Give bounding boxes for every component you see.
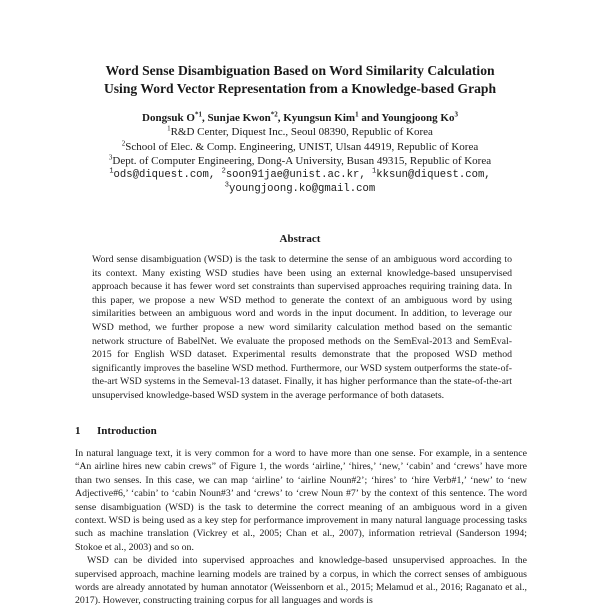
body-paragraph: In natural language text, it is very common for a word to have more than one sense. For example, in a sentence “An airline hires new cabin crews” of Figure 1, the words ‘airline,’ ‘hires,’ ‘new,’ ‘cabin’ and ‘crews’ have more than two senses. In this case, we can map ‘airline’ to ‘airline Noun#2’; ‘hires’ to ‘hire Verb#1,’ ‘new’ to ‘new Adjective#6,’ ‘cabin’ to ‘cabin Noun#3’ and ‘crews’ to ‘crew Noun #7’ by the context of this sentence. The word sense disambiguation (WSD) is the task to determine the correct meaning of an ambiguous word in a given context. WSD is being used as a key step for performance improvement in many natural language processing tasks such as machine translation (Vickrey et al., 2005; Chan et al., 2007), information retrieval (Sanderson 1994; Stokoe et al., 2003) and so on. [75,448,527,553]
affiliation-text: R&D Center, Diquest Inc., Seoul 08390, Republic of Korea [170,126,433,139]
affiliation-text: School of Elec. & Comp. Engineering, UNIST, Ulsan 44919, Republic of Korea [125,140,479,153]
author-name: Kyungsun Kim [283,112,356,124]
author-name: Sunjae Kwon [207,112,271,124]
title-line-2: Using Word Vector Representation from a Knowledge-based Graph [103,81,497,96]
section-title: Introduction [97,425,157,437]
email-address: youngjoong.ko@gmail.com [228,183,376,196]
affiliation-line [0,125,600,139]
section-number: 1 [75,425,81,437]
email-address: ods@diquest.com, [113,169,222,182]
email-address: kksun@diquest.com, [376,169,491,182]
abstract-text: Word sense disambiguation (WSD) is the task to determine the sense of an ambiguous word according to its context. Many existing WSD studies have been using an external knowledge-based unsupervised approach because it has fewer word set constraints than supervised approaches requiring training data. In this paper, we propose a new WSD method to generate the context of an ambiguous word by using similarities between an ambiguous word and words in the input document. In addition, to leverage our WSD method, we further propose a new word similarity calculation method based on the semantic network structure of BabelNet. We evaluate the proposed methods on the SemEval-2013 and SemEval-2015 for English WSD dataset. Experimental results demonstrate that the proposed WSD method significantly improves the baseline WSD method. Furthermore, our WSD system outperforms the state-of-the-art WSD systems in the Semeval-13 dataset. Finally, it has higher performance than the state-of-the-art unsupervised knowledge-based WSD system in the average performance of both datasets. [92,254,512,401]
email-mark: 2 [221,167,226,176]
paper-title [0,62,600,98]
abstract-heading: Abstract [279,233,321,245]
author-block [0,111,600,197]
email-line [0,182,600,196]
body-paragraph: WSD can be divided into supervised approaches and knowledge-based unsupervised approaches. In the supervised approach, machine learning models are trained by a corpus, in which the correct senses of ambiguous words are already annotated by human annotator (Weissenborn et al., 2015; Melamud et al., 2016; Raganato et al., 2017). However, constructing training corpus for all languages and words is [75,555,527,607]
affiliation-mark: 2 [121,138,126,147]
author-separator: and [358,112,382,124]
author-mark: *1 [194,110,202,119]
affiliation-mark: 3 [108,153,113,162]
affiliation-text: Dept. of Computer Engineering, Dong-A University, Busan 49315, Republic of Korea [112,154,492,167]
author-separator: , [201,112,208,124]
section-body [75,447,527,608]
affiliation-mark: 1 [167,124,171,133]
affiliation-line [0,140,600,154]
author-separator: , [277,112,284,124]
email-address: soon91jae@unist.ac.kr, [225,169,373,182]
email-mark: 1 [372,167,377,176]
email-mark: 3 [224,181,229,190]
author-names [0,111,600,125]
email-line [0,168,600,182]
section-heading [75,425,157,437]
author-name: Youngjoong Ko [381,112,455,124]
affiliation-line [0,154,600,168]
author-mark: 3 [454,110,458,119]
title-line-1: Word Sense Disambiguation Based on Word Similarity Calculation [105,63,495,78]
author-mark: *2 [270,110,278,119]
author-mark: 1 [355,110,359,119]
author-name: Dongsuk O [142,112,195,124]
email-mark: 1 [109,167,114,176]
